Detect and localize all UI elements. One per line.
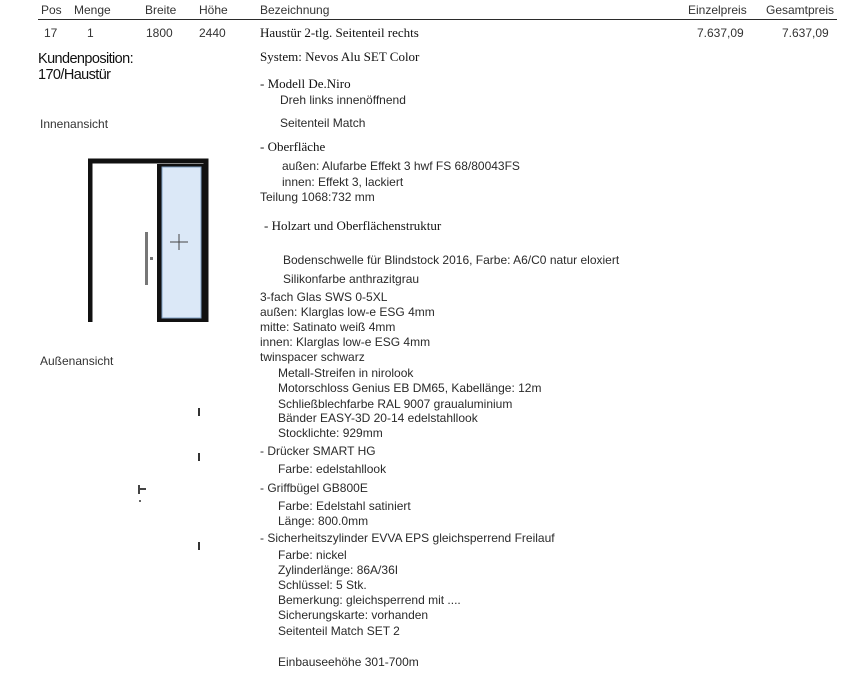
kundenposition-label: Kundenposition:	[38, 51, 133, 67]
outer-handle-mark	[136, 485, 150, 505]
schliessblech-line: Schließblechfarbe RAL 9007 graualuminium	[278, 397, 513, 411]
zylinder-schluessel-line: Schlüssel: 5 Stk.	[278, 578, 367, 592]
row-hoehe: 2440	[199, 26, 226, 40]
aussenansicht-label: Außenansicht	[40, 354, 114, 368]
stocklichte-line: Stocklichte: 929mm	[278, 426, 383, 440]
door-drawing-innenansicht	[88, 158, 210, 324]
col-header-hoehe: Höhe	[199, 3, 228, 17]
row-menge: 1	[87, 26, 94, 40]
col-header-bezeichnung: Bezeichnung	[260, 3, 330, 17]
glas-line-4: innen: Klarglas low-e ESG 4mm	[260, 335, 431, 349]
outer-view-mark	[198, 453, 200, 461]
holzart-heading: - Holzart und Oberflächenstruktur	[264, 218, 442, 233]
zylinder-laenge-line: Zylinderlänge: 86A/36I	[278, 563, 399, 577]
einbauhoehe-line: Einbauseehöhe 301-700m	[278, 655, 419, 669]
griffbuegel-laenge-line: Länge: 800.0mm	[278, 514, 369, 528]
col-header-pos: Pos	[41, 3, 62, 17]
position-title: Haustür 2-tlg. Seitenteil rechts	[260, 25, 419, 40]
outer-view-mark	[198, 542, 200, 550]
griffbuegel-heading: - Griffbügel GB800E	[260, 481, 368, 495]
glas-line-3: mitte: Satinato weiß 4mm	[260, 320, 396, 334]
zylinder-heading: - Sicherheitszylinder EVVA EPS gleichsperrend Freilauf	[260, 531, 555, 545]
outer-view-mark	[198, 408, 200, 416]
baender-line: Bänder EASY-3D 20-14 edelstahllook	[278, 411, 478, 425]
zylinder-karte-line: Sicherungskarte: vorhanden	[278, 608, 429, 622]
druecker-farbe-line: Farbe: edelstahllook	[278, 462, 387, 476]
motorschloss-line: Motorschloss Genius EB DM65, Kabellänge: 12m	[278, 381, 542, 395]
oberflaeche-heading: - Oberfläche	[260, 139, 326, 154]
modell-line-2: Seitenteil Match	[280, 116, 366, 130]
oberflaeche-line-1: außen: Alufarbe Effekt 3 hwf FS 68/80043FS	[282, 159, 520, 173]
position-name: 170/Haustür	[38, 67, 111, 83]
zylinder-seitenteil-line: Seitenteil Match SET 2	[278, 624, 400, 638]
door-handle-bar	[145, 232, 148, 285]
oberflaeche-line-2: innen: Effekt 3, lackiert	[282, 175, 404, 189]
header-divider	[38, 19, 837, 20]
col-header-einzelpreis: Einzelpreis	[688, 3, 747, 17]
door-lock-mark	[150, 257, 153, 260]
glas-line-1: 3-fach Glas SWS 0-5XL	[260, 290, 388, 304]
bodenschwelle-line: Bodenschwelle für Blindstock 2016, Farbe: A6/C0 natur eloxiert	[283, 253, 620, 267]
modell-line-1: Dreh links innenöffnend	[280, 93, 406, 107]
row-einzelpreis: 7.637,09	[697, 26, 744, 40]
system-line: System: Nevos Alu SET Color	[260, 49, 420, 64]
glas-line-2: außen: Klarglas low-e ESG 4mm	[260, 305, 435, 319]
col-header-breite: Breite	[145, 3, 177, 17]
teilung-line: Teilung 1068:732 mm	[260, 190, 375, 204]
druecker-heading: - Drücker SMART HG	[260, 444, 376, 458]
modell-heading: - Modell De.Niro	[260, 76, 351, 91]
zylinder-bemerkung-line: Bemerkung: gleichsperrend mit ....	[278, 593, 461, 607]
metall-line: Metall-Streifen in nirolook	[278, 366, 414, 380]
silikon-line: Silikonfarbe anthrazitgrau	[283, 272, 420, 286]
glas-line-5: twinspacer schwarz	[260, 350, 365, 364]
row-gesamtpreis: 7.637,09	[782, 26, 829, 40]
zylinder-farbe-line: Farbe: nickel	[278, 548, 347, 562]
innenansicht-label: Innenansicht	[40, 117, 109, 131]
col-header-menge: Menge	[74, 3, 111, 17]
griffbuegel-farbe-line: Farbe: Edelstahl satiniert	[278, 499, 411, 513]
row-pos: 17	[44, 26, 58, 40]
col-header-gesamtpreis: Gesamtpreis	[766, 3, 835, 17]
row-breite: 1800	[146, 26, 173, 40]
